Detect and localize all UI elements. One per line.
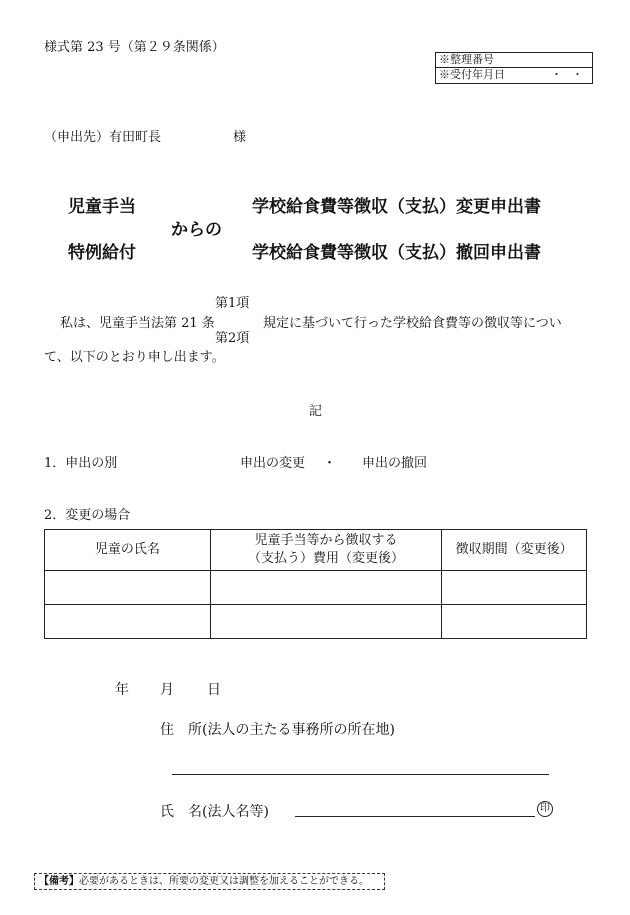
column-child-name: 児童の氏名 — [45, 530, 211, 571]
date-year-label: 年 — [115, 682, 129, 698]
name-label: 氏 名(法人名等) — [160, 804, 269, 820]
date-month-label: 月 — [160, 682, 174, 698]
option-separator: ・ — [323, 456, 337, 471]
addressee-honorific: 様 — [233, 130, 247, 145]
period-cell[interactable] — [442, 571, 587, 605]
receipt-date-label: ※受付年月日 — [439, 68, 505, 81]
title-from: からの — [171, 220, 222, 240]
statement-line2: て、以下のとおり申し出ます。 — [44, 350, 225, 365]
child-name-cell[interactable] — [45, 571, 211, 605]
title-special-benefit: 特例給付 — [68, 243, 136, 263]
cost-cell[interactable] — [210, 571, 442, 605]
title-withdrawal-request: 学校給食費等徴収（支払）撤回申出書 — [252, 243, 541, 263]
remarks-box — [34, 873, 385, 890]
reference-number-field[interactable] — [436, 53, 592, 67]
column-cost — [210, 530, 442, 571]
reference-number-label: ※整理番号 — [439, 53, 494, 66]
remarks-text: 必要があるときは、所要の変更又は調整を加えることができる。 — [79, 876, 369, 887]
form-number: 様式第 23 号（第２９条関係） — [44, 40, 225, 55]
section1-heading: 1．申出の別 — [44, 456, 118, 471]
child-name-cell[interactable] — [45, 605, 211, 639]
ki-heading: 記 — [309, 404, 323, 419]
seal-mark: 印 — [537, 801, 553, 817]
section2-heading: 2．変更の場合 — [44, 508, 131, 523]
column-cost-line1: 児童手当等から徴収する — [254, 533, 398, 548]
option-withdraw[interactable]: 申出の撤回 — [362, 456, 428, 471]
option-change[interactable]: 申出の変更 — [240, 456, 306, 471]
period-cell[interactable] — [442, 605, 587, 639]
addressee-label: （申出先）有田町長 — [44, 130, 162, 145]
reference-box — [435, 52, 593, 84]
title-child-allowance: 児童手当 — [68, 197, 136, 217]
statement-paragraph-item1: 第1項 — [215, 296, 250, 311]
table-row — [45, 571, 587, 605]
column-period: 徴収期間（変更後） — [442, 530, 587, 571]
remarks-tag: 【備考】 — [39, 876, 79, 887]
statement-line1-end: 規定に基づいて行った学校給食費等の徴収等につい — [263, 316, 562, 331]
receipt-date-dots: ・・ — [551, 68, 593, 81]
table-row — [45, 605, 587, 639]
name-input-line[interactable] — [295, 816, 535, 817]
address-label: 住 所(法人の主たる事務所の所在地) — [160, 722, 395, 738]
address-input-line[interactable] — [172, 774, 549, 775]
statement-paragraph-item2: 第2項 — [215, 331, 250, 346]
title-change-request: 学校給食費等徴収（支払）変更申出書 — [252, 197, 541, 217]
statement-line1-start: 私は、児童手当法第 21 条 — [60, 316, 215, 331]
cost-cell[interactable] — [210, 605, 442, 639]
column-cost-line2: （支払う）費用（変更後） — [247, 551, 404, 566]
date-day-label: 日 — [207, 682, 221, 698]
changes-table — [44, 529, 587, 639]
receipt-date-field[interactable] — [436, 67, 592, 82]
table-header-row — [45, 530, 587, 571]
